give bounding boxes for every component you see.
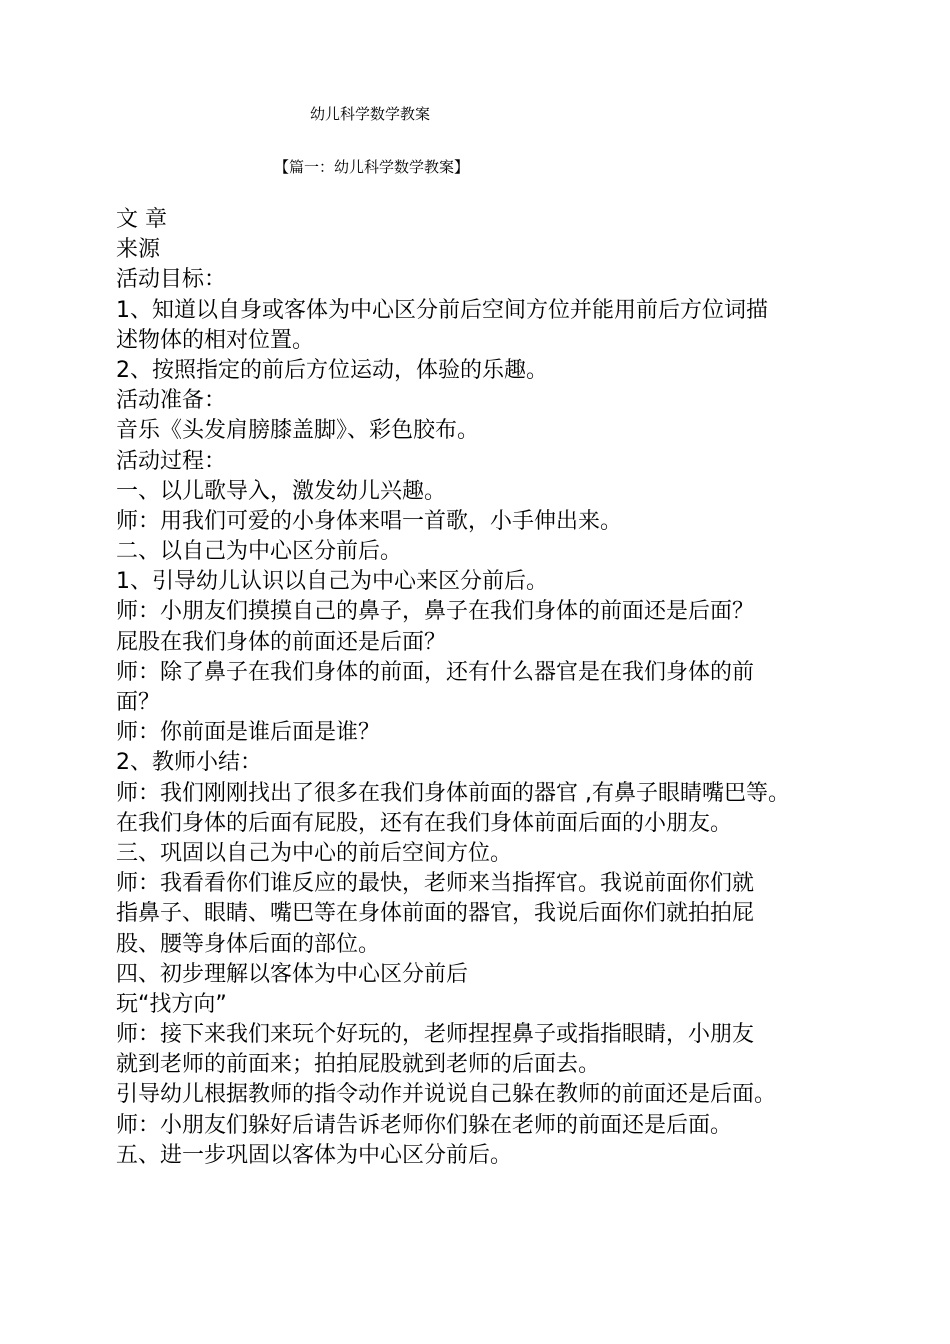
text-line: 五、进一步巩固以客体为中心区分前后。 xyxy=(116,1142,513,1168)
text-line: 活动过程： xyxy=(116,448,227,474)
text-line: 2、按照指定的前后方位运动，体验的乐趣。 xyxy=(116,357,548,383)
text-line: 玩“找方向” xyxy=(116,991,227,1017)
text-line: 师：小朋友们躲好后请告诉老师你们躲在老师的前面还是后面。 xyxy=(116,1112,733,1138)
text-line: 1、引导幼儿认识以自己为中心来区分前后。 xyxy=(116,569,548,595)
text-line: 四、初步理解以客体为中心区分前后 xyxy=(116,961,469,987)
text-line: 活动准备： xyxy=(116,388,227,414)
text-line: 文 章 xyxy=(116,207,167,232)
text-line: 师：用我们可爱的小身体来唱一首歌，小手伸出来。 xyxy=(116,508,623,534)
text-line: 述物体的相对位置。 xyxy=(116,327,315,353)
document-title: 幼儿科学数学教案 xyxy=(310,105,431,123)
text-line: 音乐《头发肩膀膝盖脚》、彩色胶布。 xyxy=(116,418,480,444)
text-line: 引导幼儿根据教师的指令动作并说说自己躲在教师的前面还是后面。 xyxy=(116,1082,777,1108)
text-line: 来源 xyxy=(116,237,161,263)
text-line: 师：除了鼻子在我们身体的前面，还有什么器官是在我们身体的前 xyxy=(116,659,755,685)
text-line: 就到老师的前面来；拍拍屁股就到老师的后面去。 xyxy=(116,1052,601,1078)
text-line: 师：你前面是谁后面是谁？ xyxy=(116,720,381,746)
text-line: 活动目标： xyxy=(116,267,227,293)
text-line: 股、腰等身体后面的部位。 xyxy=(116,931,381,957)
text-line: 一、以儿歌导入，激发幼儿兴趣。 xyxy=(116,478,447,504)
text-line: 指鼻子、眼睛、嘴巴等在身体前面的器官，我说后面你们就拍拍屁 xyxy=(116,901,755,927)
text-line: 屁股在我们身体的前面还是后面？ xyxy=(116,629,447,655)
text-line: 2、教师小结： xyxy=(116,750,262,776)
text-line: 二、以自己为中心区分前后。 xyxy=(116,539,403,565)
text-line: 面？ xyxy=(116,690,161,715)
text-line: 师：接下来我们来玩个好玩的，老师捏捏鼻子或指指眼睛，小朋友 xyxy=(116,1022,755,1048)
section-heading: 【篇一：幼儿科学数学教案】 xyxy=(274,158,470,176)
text-line: 师：我们刚刚找出了很多在我们身体前面的器官 ,有鼻子眼睛嘴巴等。 xyxy=(116,780,790,806)
text-line: 师：我看看你们谁反应的最快，老师来当指挥官。我说前面你们就 xyxy=(116,871,755,897)
lesson-plan-body xyxy=(116,205,936,1171)
text-line: 1、知道以自身或客体为中心区分前后空间方位并能用前后方位词描 xyxy=(116,297,768,323)
text-line: 三、巩固以自己为中心的前后空间方位。 xyxy=(116,840,513,866)
text-line: 师：小朋友们摸摸自己的鼻子，鼻子在我们身体的前面还是后面？ xyxy=(116,599,755,625)
text-line: 在我们身体的后面有屁股，还有在我们身体前面后面的小朋友。 xyxy=(116,810,733,836)
